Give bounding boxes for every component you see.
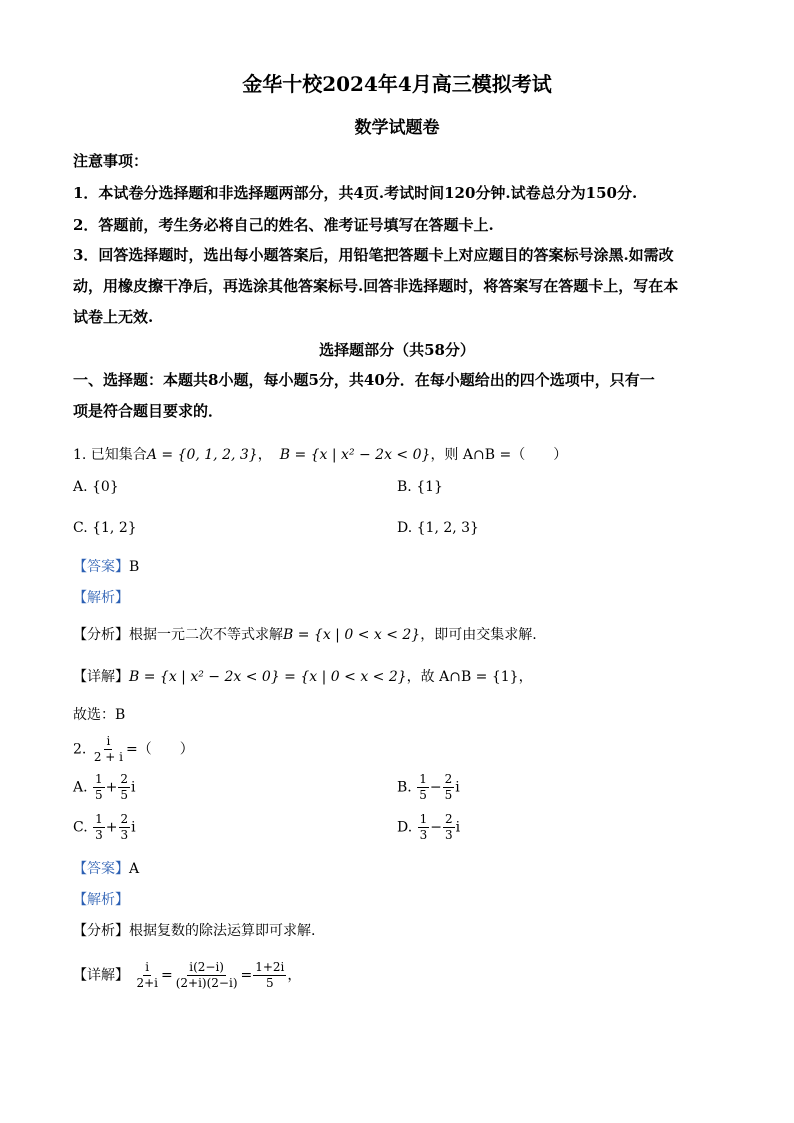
set-a: A = {0, 1, 2, 3} [146,447,258,463]
denominator: 5 [419,788,427,802]
page-title: 金华十校2024年4月高三模拟考试 [242,72,552,96]
question-1-prefix: 1. 已知集合 [73,447,147,463]
detail-text: ，故 A∩B = {1}， [406,669,533,685]
notes-heading: 注意事项： [73,152,149,170]
denominator: 3 [120,828,129,842]
imag-unit: i [455,819,461,836]
fraction [418,812,430,843]
denominator: 3 [95,828,103,842]
numerator: 2 [444,772,453,786]
q1-analysis-label: 【解析】 [73,590,129,606]
q1-option-c: C. {1, 2} [73,520,137,536]
detail-tail: ， [287,967,302,984]
numerator: 1 [419,812,428,826]
section-instruction-2: 项是符合题目要求的． [73,402,224,420]
q1-fenxi [73,624,537,644]
fraction [443,812,455,843]
numerator: 1+2i [255,960,285,974]
q2-analysis-label: 【解析】 [73,892,129,908]
q2-stem-num: i [106,734,111,748]
q2-fenxi [73,920,315,940]
question-2-number: 2. [73,741,87,758]
question-2-stem [73,734,194,765]
detail-label: 【详解】 [73,967,129,984]
q2-stem-den: 2 + i [93,750,123,764]
q2-option-d [397,812,460,843]
fenxi-label: 【分析】 [73,923,129,939]
imag-unit: i [455,779,460,796]
detail-label: 【详解】 [73,669,129,685]
option-letter: A. [73,779,88,796]
denominator: 5 [444,788,453,802]
section-instruction-1: 一、选择题：本题共8小题，每小题5分，共40分．在每小题给出的四个选项中，只有一 [73,371,655,389]
numerator: 2 [120,812,129,826]
numerator: i(2−i) [189,960,224,974]
fenxi-label: 【分析】 [73,627,129,643]
q2-option-a [73,772,136,803]
fraction [93,812,105,843]
denominator: (2+i)(2−i) [175,976,238,990]
denominator: 5 [120,788,129,802]
denominator: 3 [419,828,428,842]
fenxi-text-1: 根据一元二次不等式求解 [129,627,283,643]
option-letter: D. [397,819,413,836]
imag-unit: i [131,819,136,836]
fraction [93,772,105,803]
q2-answer [73,858,139,878]
fenxi-text-2: ，即可由交集求解. [420,627,537,643]
fraction [253,960,286,991]
denominator: 2+i [136,976,158,990]
answer-value: A [129,861,140,877]
fraction [134,960,160,991]
detail-math: B = {x | x² − 2x < 0} = {x | 0 < x < 2} [129,669,407,685]
numerator: 2 [445,812,453,826]
answer-label: 【答案】 [73,861,129,877]
imag-unit: i [131,779,136,796]
numerator: 1 [419,772,427,786]
q2-stem-fraction [92,734,125,765]
notes-item-3-end: 试卷上无效. [73,308,154,326]
sign: − [430,819,443,836]
sign: + [105,779,118,796]
notes-item-3-cont: 动，用橡皮擦干净后，再选涂其他答案标号.回答非选择题时，将答案写在答题卡上，写在本 [73,277,679,295]
numerator: 1 [95,772,103,786]
q1-option-d: D. {1, 2, 3} [397,520,479,536]
q2-option-b [397,772,460,803]
q2-stem-tail: =（ ） [125,741,194,758]
q2-detail: 【详解】 $\frac{i}{2+i}$ = $\frac{i(2-i)}{(2+i)(2-i)}$ = $\frac{1+2i}{5}$ ， [73,960,302,990]
fraction [118,772,130,803]
option-letter: B. [397,779,412,796]
fraction [119,812,131,843]
denominator: 5 [95,788,103,802]
section-title: 选择题部分（共58分） [319,341,475,359]
q1-detail [73,666,533,686]
question-1-stem: 1. 已知集合A = {0, 1, 2, 3}， B = {x | x² − 2x < 0}，则 A∩B =（ ） [73,447,568,463]
answer-value: B [129,559,140,575]
page-subtitle: 数学试题卷 [354,118,440,138]
notes-item-1: 1．本试卷分选择题和非选择题两部分，共4页.考试时间120分钟.试卷总分为150分. [73,184,638,202]
answer-label: 【答案】 [73,559,129,575]
q1-conclusion: 故选：B [73,707,126,723]
q1-answer [73,556,139,576]
option-letter: C. [73,819,88,836]
fraction [174,960,240,991]
sign: + [105,819,118,836]
denominator: 5 [266,976,274,990]
notes-item-3: 3．回答选择题时，选出每小题答案后，用铅笔把答题卡上对应题目的答案标号涂黑.如需改 [73,246,674,264]
numerator: 2 [120,772,129,786]
notes-item-2: 2．答题前，考生务必将自己的姓名、准考证号填写在答题卡上. [73,216,494,234]
fraction [443,772,455,803]
numerator: i [145,960,150,974]
question-1-ask: ，则 A∩B =（ ） [430,447,568,463]
fenxi-text: 根据复数的除法运算即可求解. [129,923,316,939]
fraction [417,772,429,803]
q1-option-b: B. {1} [397,479,443,495]
numerator: 1 [95,812,103,826]
q1-option-a: A. {0} [73,479,119,495]
fenxi-math: B = {x | 0 < x < 2} [283,627,421,643]
denominator: 3 [445,828,453,842]
sign: − [429,779,442,796]
set-b: B = {x | x² − 2x < 0} [279,447,431,463]
q2-option-c [73,812,136,843]
